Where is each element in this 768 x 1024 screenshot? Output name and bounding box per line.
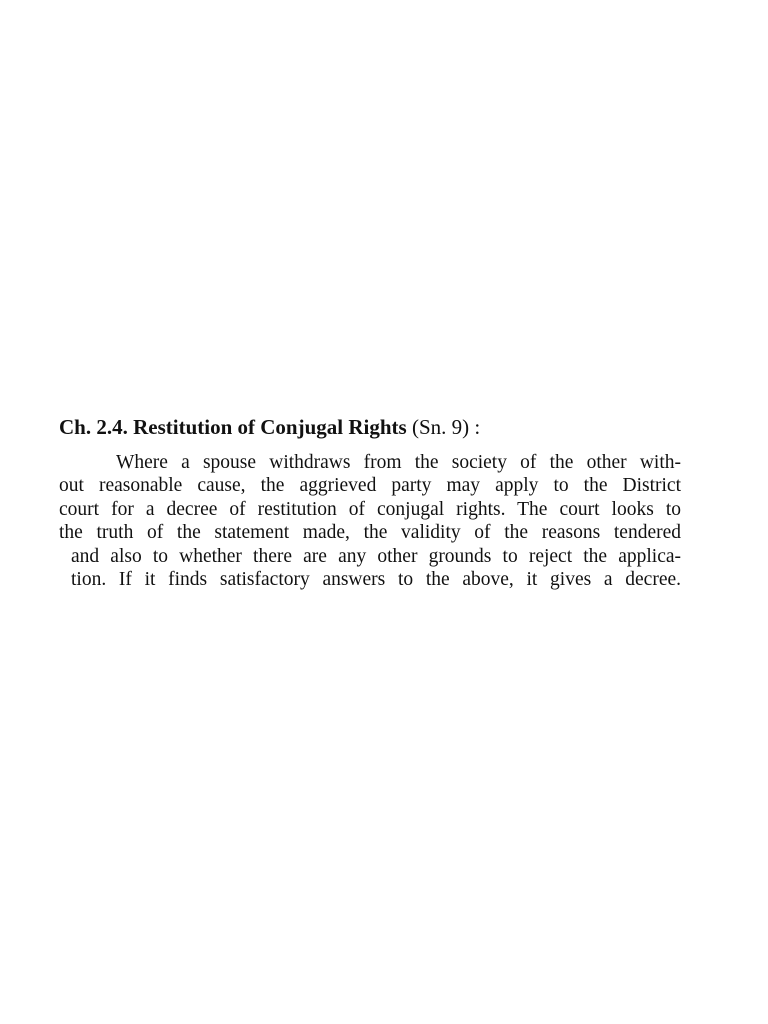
paragraph-line-6: tion. If it finds satisfactory answers to the above, it gives a decree. bbox=[71, 569, 681, 591]
section-paragraph bbox=[59, 451, 681, 591]
section-reference: (Sn. 9) : bbox=[411, 415, 481, 439]
paragraph-line-3: court for a decree of restitution of conjugal rights. The court looks to bbox=[59, 498, 681, 520]
paragraph-line-5: and also to whether there are any other grounds to reject the applica- bbox=[71, 545, 681, 567]
paragraph-line-4: the truth of the statement made, the validity of the reasons tendered bbox=[59, 522, 681, 544]
section-heading bbox=[59, 413, 681, 441]
section-number: Ch. 2.4. bbox=[59, 415, 128, 439]
section-title: Restitution of Conjugal Rights bbox=[133, 415, 407, 439]
paragraph-line-1: Where a spouse withdraws from the society of the other with- bbox=[116, 452, 681, 473]
paragraph-line-2: out reasonable cause, the aggrieved party may apply to the District bbox=[59, 475, 681, 497]
section-restitution-conjugal-rights bbox=[59, 413, 681, 591]
